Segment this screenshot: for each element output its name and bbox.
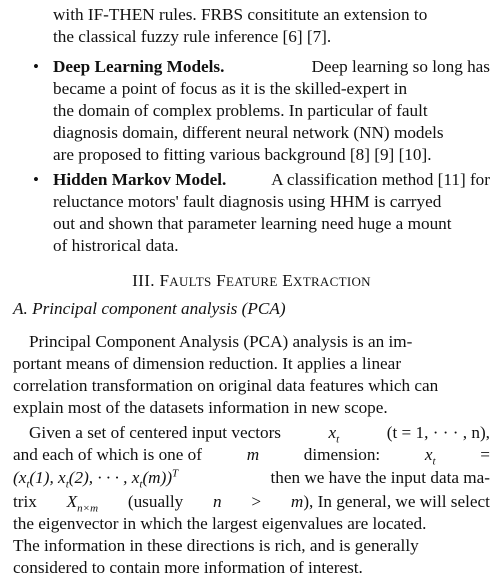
- math-vector: ($x_t(1)$, $x_t(2)$, · · · , $x_t(m))^T$: [13, 467, 179, 491]
- section-number: III.: [132, 271, 155, 290]
- subsection-heading: [13, 298, 286, 320]
- bullet-dot-icon: •: [33, 57, 39, 76]
- text-line: became a point of focus as it is the skilled-expert in: [53, 79, 408, 98]
- para1-line-3: [13, 375, 490, 397]
- bullet-deep-learning-line-3: [53, 100, 490, 122]
- text-line: out and shown that parameter learning need huge a mount: [53, 214, 452, 233]
- text-line: the eigenvector in which the largest eigenvalues are located.: [13, 514, 427, 533]
- bullet-title: Hidden Markov Model.: [53, 170, 227, 189]
- para2-line-7: [13, 557, 363, 579]
- math-n: n: [213, 492, 222, 511]
- para1-line-4: [13, 397, 388, 419]
- bullet-hmm-line-4: [53, 235, 179, 257]
- math-x-t: $x_t$: [328, 423, 340, 446]
- text-line: diagnosis domain, different neural network (NN) models: [53, 123, 444, 142]
- bullet-continuation-line-2: [53, 26, 331, 48]
- para2-line-2: [13, 444, 490, 466]
- bullet-dot-icon: •: [33, 170, 39, 189]
- text-line: of histrorical data.: [53, 236, 179, 255]
- bullet-deep-learning-line-2: [53, 78, 490, 100]
- para2-line-6: [13, 535, 490, 557]
- text-line: the domain of complex problems. In particular of fault: [53, 101, 428, 120]
- text-line: considered to contain more information of interest.: [13, 558, 363, 577]
- text-line: Principal Component Analysis (PCA) analysis is an im-: [29, 332, 413, 351]
- text-span: dimension:: [303, 445, 381, 464]
- text-line: The information in these directions is rich, and is generally: [13, 536, 419, 555]
- text-line: A classification method [11] for: [271, 170, 490, 189]
- math-matrix-X: $X_{n\times m}$: [66, 492, 99, 515]
- math-m: m: [246, 445, 260, 464]
- text-line: explain most of the datasets information in new scope.: [13, 398, 388, 417]
- math-equals: =: [480, 445, 490, 464]
- text-line: Deep learning so long has: [311, 57, 490, 76]
- para2-line-3: [13, 467, 490, 489]
- bullet-deep-learning-line-1: [53, 56, 490, 78]
- bullet-title: Deep Learning Models.: [53, 57, 225, 76]
- para1-line-1: [29, 331, 490, 353]
- text-span: (t = 1, · · · , n),: [386, 423, 490, 442]
- bullet-continuation-line-1: [53, 4, 490, 26]
- section-title: FAULTS FEATURE EXTRACTION: [159, 271, 371, 290]
- bullet-deep-learning-line-5: [53, 144, 432, 166]
- text-line: the classical fuzzy rule inference [6] [7].: [53, 27, 332, 46]
- text-line: with IF-THEN rules. FRBS consititute an extension to: [53, 5, 428, 24]
- para2-line-4: [13, 491, 490, 513]
- text-line: reluctance motors' fault diagnosis using HHM is carryed: [53, 192, 442, 211]
- text-span: m), In general, we will select: [290, 492, 490, 511]
- section-heading: [0, 270, 503, 293]
- para2-line-1: [29, 422, 490, 444]
- text-span: trix: [13, 492, 37, 511]
- text-span: Given a set of centered input vectors: [29, 423, 281, 442]
- text-span: then we have the input data ma-: [270, 468, 490, 487]
- para2-line-5: [13, 513, 490, 535]
- text-line: portant means of dimension reduction. It applies a linear: [13, 354, 402, 373]
- text-line: are proposed to fitting various background [8] [9] [10].: [53, 145, 432, 164]
- bullet-hmm-line-1: [53, 169, 490, 191]
- bullet-deep-learning-line-4: [53, 122, 490, 144]
- text-span: and each of which is one of: [13, 445, 202, 464]
- text-span: (usually: [127, 492, 184, 511]
- para1-line-2: [13, 353, 490, 375]
- math-gt: >: [251, 492, 262, 511]
- math-x-t: $x_t$: [424, 445, 436, 468]
- text-line: correlation transformation on original data features which can: [13, 376, 439, 395]
- bullet-hmm-line-3: [53, 213, 490, 235]
- bullet-hmm-line-2: [53, 191, 490, 213]
- subsection-title: A. Principal component analysis (PCA): [13, 299, 286, 318]
